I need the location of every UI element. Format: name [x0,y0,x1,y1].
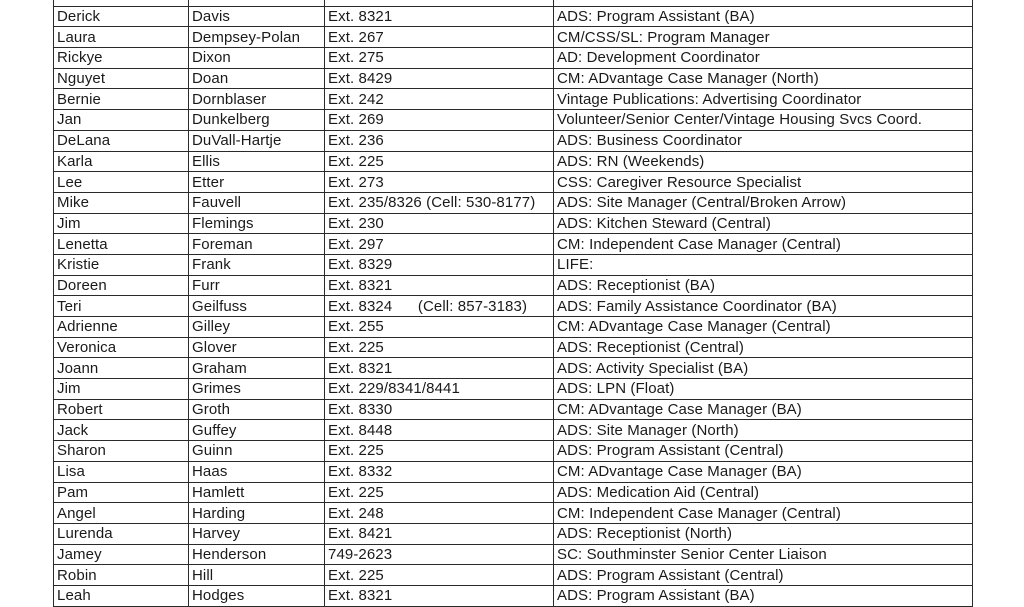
table-row [54,337,973,358]
last-name-cell: Gilley [189,317,325,338]
phone-cell: Ext. 297 [325,234,554,255]
table-row [54,172,973,193]
table-row [54,441,973,462]
first-name-cell: Lurenda [54,523,189,544]
last-name-cell: Hodges [189,585,325,606]
job-title-cell: ADS: Receptionist (North) [554,523,973,544]
first-name-cell: Lisa [54,461,189,482]
phone-cell: Ext. 8321 [325,275,554,296]
last-name-cell: Groth [189,399,325,420]
table-row [54,585,973,606]
first-name-cell: Kristie [54,254,189,275]
last-name-cell: DuVall-Hartje [189,130,325,151]
phone-cell: Ext. 242 [325,89,554,110]
table-row [54,192,973,213]
first-name-cell: Teri [54,296,189,317]
first-name-cell: Angel [54,503,189,524]
phone-cell: Ext. 8321 [325,6,554,27]
job-title-cell: ADS: Site Manager (Central/Broken Arrow) [554,192,973,213]
last-name-cell: Doan [189,68,325,89]
job-title-cell: CM: ADvantage Case Manager (BA) [554,461,973,482]
job-title-cell: ADS: Medication Aid (Central) [554,482,973,503]
table-row [54,399,973,420]
first-name-cell: Adrienne [54,317,189,338]
last-name-cell: Graham [189,358,325,379]
first-name-cell: Robert [54,399,189,420]
job-title-cell: SC: Southminster Senior Center Liaison [554,544,973,565]
phone-cell: Ext. 225 [325,482,554,503]
first-name-cell: Sharon [54,441,189,462]
table-row [54,503,973,524]
last-name-cell: Frank [189,254,325,275]
last-name-cell: Glover [189,337,325,358]
first-name-cell: Jim [54,213,189,234]
first-name-cell: Doreen [54,275,189,296]
phone-cell: Ext. 8448 [325,420,554,441]
job-title-cell: CSS: Caregiver Resource Specialist [554,172,973,193]
table-row [54,6,973,27]
job-title-cell: ADS: Program Assistant (BA) [554,6,973,27]
first-name-cell: Jan [54,110,189,131]
job-title-cell: ADS: Program Assistant (BA) [554,585,973,606]
table-row [54,523,973,544]
table-row [54,420,973,441]
phone-cell: Ext. 236 [325,130,554,151]
first-name-cell: Karla [54,151,189,172]
last-name-cell: Dempsey-Polan [189,27,325,48]
first-name-cell: Rickye [54,48,189,69]
table-row [54,130,973,151]
last-name-cell: Fauvell [189,192,325,213]
job-title-cell: ADS: Program Assistant (Central) [554,565,973,586]
phone-cell: Ext. 269 [325,110,554,131]
table-row [54,213,973,234]
directory-rows [54,0,973,606]
table-row [54,27,973,48]
phone-cell: Ext. 229/8341/8441 [325,379,554,400]
table-row [54,234,973,255]
phone-cell: Ext. 275 [325,48,554,69]
first-name-cell: Jack [54,420,189,441]
phone-cell: Ext. 230 [325,213,554,234]
last-name-cell: Flemings [189,213,325,234]
phone-cell: Ext. 8324 (Cell: 857-3183) [325,296,554,317]
last-name-cell: Guffey [189,420,325,441]
last-name-cell: Haas [189,461,325,482]
table-row [54,89,973,110]
job-title-cell: ADS: Program Assistant (Central) [554,441,973,462]
last-name-cell: Henderson [189,544,325,565]
last-name-cell: Harding [189,503,325,524]
job-title-cell: Vintage Publications: Advertising Coordinator [554,89,973,110]
first-name-cell: Bernie [54,89,189,110]
job-title-cell: ADS: LPN (Float) [554,379,973,400]
first-name-cell: Leah [54,585,189,606]
phone-cell: Ext. 273 [325,172,554,193]
first-name-cell: Jim [54,379,189,400]
job-title-cell: ADS: Site Manager (North) [554,420,973,441]
job-title-cell: CM: ADvantage Case Manager (Central) [554,317,973,338]
first-name-cell: Pam [54,482,189,503]
phone-cell: Ext. 225 [325,337,554,358]
last-name-cell: Foreman [189,234,325,255]
phone-cell: Ext. 8329 [325,254,554,275]
first-name-cell: Robin [54,565,189,586]
table-row [54,565,973,586]
phone-cell: Ext. 8321 [325,358,554,379]
last-name-cell: Ellis [189,151,325,172]
job-title-cell: ADS: Business Coordinator [554,130,973,151]
last-name-cell: Guinn [189,441,325,462]
first-name-cell: Jamey [54,544,189,565]
last-name-cell: Furr [189,275,325,296]
last-name-cell: Hill [189,565,325,586]
first-name-cell: Lenetta [54,234,189,255]
job-title-cell: ADS: RN (Weekends) [554,151,973,172]
phone-cell: Ext. 267 [325,27,554,48]
table-row [54,110,973,131]
job-title-cell: ADS: Receptionist (Central) [554,337,973,358]
phone-cell: Ext. 248 [325,503,554,524]
last-name-cell: Davis [189,6,325,27]
last-name-cell: Geilfuss [189,296,325,317]
last-name-cell: Etter [189,172,325,193]
phone-cell: Ext. 255 [325,317,554,338]
last-name-cell: Dunkelberg [189,110,325,131]
job-title-cell: CM: Independent Case Manager (Central) [554,503,973,524]
table-row [54,544,973,565]
phone-cell: Ext. 225 [325,441,554,462]
job-title-cell: AD: Development Coordinator [554,48,973,69]
last-name-cell: Harvey [189,523,325,544]
table-row [54,296,973,317]
job-title-cell: CM: ADvantage Case Manager (BA) [554,399,973,420]
phone-cell: Ext. 8330 [325,399,554,420]
first-name-cell: Derick [54,6,189,27]
first-name-cell: Nguyet [54,68,189,89]
last-name-cell: Dornblaser [189,89,325,110]
table-row [54,379,973,400]
first-name-cell: Mike [54,192,189,213]
job-title-cell: LIFE: [554,254,973,275]
staff-directory-table [53,0,973,607]
job-title-cell: CM/CSS/SL: Program Manager [554,27,973,48]
table-row [54,275,973,296]
phone-cell: Ext. 8332 [325,461,554,482]
table-row [54,254,973,275]
phone-cell: Ext. 8429 [325,68,554,89]
table-row [54,48,973,69]
first-name-cell: Joann [54,358,189,379]
job-title-cell: ADS: Receptionist (BA) [554,275,973,296]
first-name-cell: Laura [54,27,189,48]
first-name-cell: Lee [54,172,189,193]
job-title-cell: CM: Independent Case Manager (Central) [554,234,973,255]
phone-cell: Ext. 8321 [325,585,554,606]
first-name-cell: DeLana [54,130,189,151]
last-name-cell: Dixon [189,48,325,69]
job-title-cell: ADS: Family Assistance Coordinator (BA) [554,296,973,317]
table-row [54,68,973,89]
last-name-cell: Hamlett [189,482,325,503]
table-row [54,151,973,172]
table-row [54,358,973,379]
table-row [54,317,973,338]
phone-cell: Ext. 8421 [325,523,554,544]
job-title-cell: Volunteer/Senior Center/Vintage Housing Svcs Coord. [554,110,973,131]
phone-cell: Ext. 225 [325,151,554,172]
job-title-cell: ADS: Activity Specialist (BA) [554,358,973,379]
job-title-cell: ADS: Kitchen Steward (Central) [554,213,973,234]
table-row [54,461,973,482]
first-name-cell: Veronica [54,337,189,358]
phone-cell: Ext. 235/8326 (Cell: 530-8177) [325,192,554,213]
last-name-cell: Grimes [189,379,325,400]
phone-cell: 749-2623 [325,544,554,565]
table-row [54,482,973,503]
job-title-cell: CM: ADvantage Case Manager (North) [554,68,973,89]
phone-cell: Ext. 225 [325,565,554,586]
